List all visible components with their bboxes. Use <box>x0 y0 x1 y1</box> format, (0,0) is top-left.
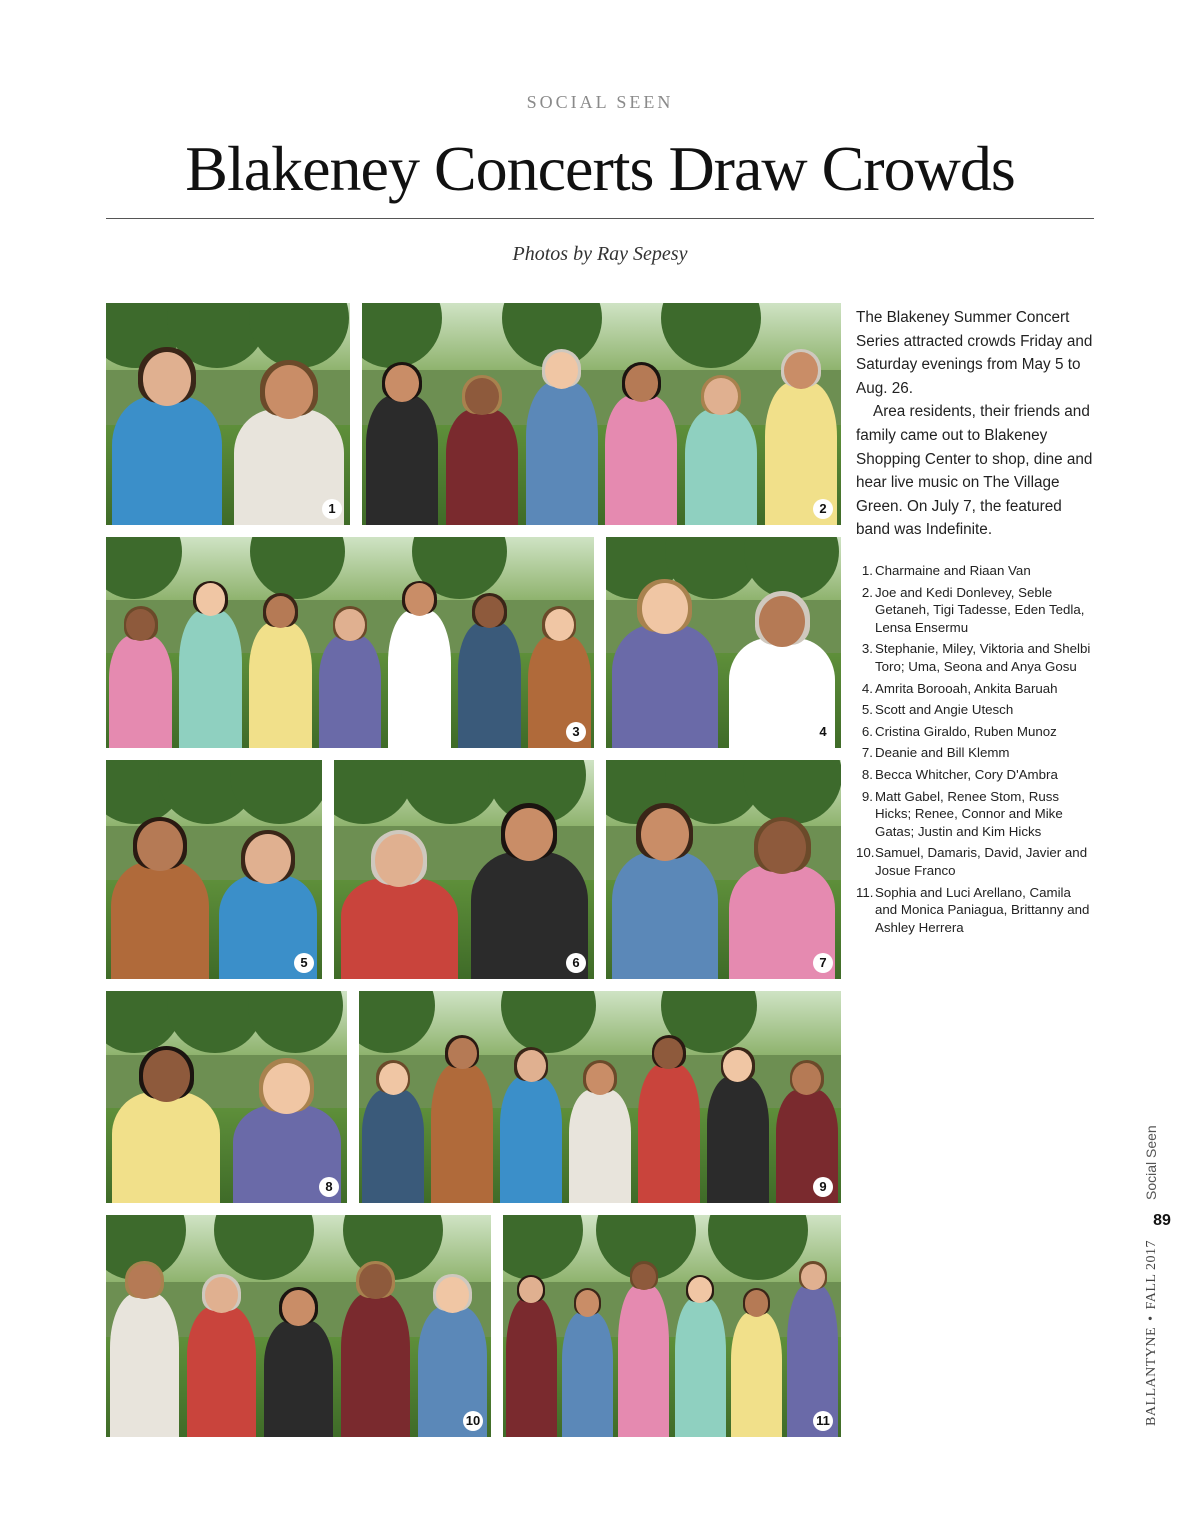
person-face <box>143 1050 190 1101</box>
photo-credit: Photos by Ray Sepesy <box>512 243 688 265</box>
person-face <box>196 583 225 615</box>
person-body <box>562 1312 613 1437</box>
photo-number-badge: 9 <box>813 1177 833 1197</box>
event-photo <box>106 760 322 979</box>
person-body <box>249 622 312 748</box>
caption-text: Matt Gabel, Renee Stom, Russ Hicks; Renee, Connor and Mike Gatas; Justin and Kim Hicks <box>875 788 1063 839</box>
article-body <box>856 306 1096 542</box>
article-paragraph: The Blakeney Summer Concert Series attracted crowds Friday and Saturday evenings from May 5 to Aug. 26. <box>856 309 1093 397</box>
person-body <box>612 852 718 979</box>
person-figure <box>458 596 521 748</box>
person-body <box>569 1089 631 1203</box>
person-figure <box>506 1277 557 1437</box>
person-figure <box>675 1277 726 1437</box>
person-body <box>111 862 208 979</box>
photo-number-badge: 2 <box>813 499 833 519</box>
caption-number: 4. <box>861 680 873 696</box>
person-body <box>506 1298 557 1437</box>
person-face <box>642 583 688 634</box>
person-body <box>112 1092 220 1203</box>
caption-text: Becca Whitcher, Cory D'Ambra <box>875 766 1058 782</box>
person-face <box>505 808 553 861</box>
person-face <box>545 609 574 641</box>
person-figure <box>431 1038 493 1203</box>
magazine-name: BALLANTYNE <box>1144 1326 1159 1426</box>
event-photo <box>606 760 841 979</box>
person-face <box>545 352 579 389</box>
person-face <box>632 1264 656 1290</box>
person-figure <box>569 1063 631 1203</box>
person-face <box>436 1277 468 1313</box>
caption-number: 10. <box>856 845 875 861</box>
person-body <box>109 635 172 748</box>
caption-number: 1. <box>861 563 873 578</box>
photo-number-badge: 4 <box>813 722 833 742</box>
caption-number: 7. <box>861 745 873 761</box>
caption-item <box>856 744 1096 762</box>
person-figure <box>179 583 242 748</box>
person-body <box>112 396 222 525</box>
person-body <box>319 635 382 748</box>
photo-number-badge: 8 <box>319 1177 339 1197</box>
person-face <box>688 1277 712 1303</box>
photo-number-badge: 7 <box>813 953 833 973</box>
person-body <box>446 409 518 525</box>
person-figure <box>111 821 208 979</box>
person-face <box>405 583 434 615</box>
photo-number-badge: 10 <box>463 1411 483 1431</box>
caption-item <box>856 680 1096 698</box>
person-body <box>179 610 242 748</box>
person-figure <box>618 1264 669 1437</box>
person-face <box>576 1290 600 1316</box>
person-face <box>282 1290 314 1326</box>
caption-item <box>856 788 1096 841</box>
person-face <box>245 834 290 884</box>
caption-number: 8. <box>861 766 873 782</box>
caption-item <box>856 701 1096 719</box>
caption-text: Stephanie, Miley, Viktoria and Shelbi Toro; Uma, Seona and Anya Gosu <box>875 641 1091 674</box>
person-face <box>641 808 689 861</box>
person-body <box>731 1312 782 1437</box>
caption-item <box>856 562 1096 580</box>
person-figure <box>388 583 451 748</box>
person-figure <box>341 834 458 979</box>
person-face <box>128 1264 160 1300</box>
person-face <box>517 1050 546 1082</box>
folio-separator: • <box>1144 1315 1159 1321</box>
person-figure <box>366 365 438 525</box>
person-figure <box>685 378 757 525</box>
person-body <box>388 610 451 748</box>
person-face <box>792 1063 821 1095</box>
caption-text: Sophia and Luci Arellano, Camila and Monica Paniagua, Brittanny and Ashley Herrera <box>875 884 1090 935</box>
person-figure <box>500 1050 562 1203</box>
person-figure <box>605 365 677 525</box>
person-figure <box>638 1038 700 1203</box>
caption-item <box>856 844 1096 879</box>
event-photo <box>606 537 841 748</box>
person-figure <box>471 808 588 979</box>
person-body <box>341 878 458 979</box>
event-photo <box>359 991 841 1203</box>
person-face <box>335 609 364 641</box>
caption-text: Cristina Giraldo, Ruben Munoz <box>875 723 1057 739</box>
person-figure <box>319 609 382 748</box>
person-body <box>264 1320 333 1437</box>
person-body <box>110 1293 179 1437</box>
photo-number-badge: 11 <box>813 1411 833 1431</box>
caption-item <box>856 723 1096 741</box>
person-face <box>359 1264 391 1300</box>
person-body <box>458 622 521 748</box>
caption-text: Amrita Borooah, Ankita Baruah <box>875 680 1058 696</box>
caption-number: 5. <box>861 702 873 718</box>
person-body <box>612 625 718 748</box>
person-figure <box>187 1277 256 1437</box>
person-body <box>638 1064 700 1203</box>
person-face <box>625 365 659 402</box>
page-number: 89 <box>1153 1212 1171 1229</box>
photo-number-badge: 5 <box>294 953 314 973</box>
person-face <box>266 596 295 628</box>
caption-number: 3. <box>861 641 873 657</box>
person-body <box>605 395 677 525</box>
person-face <box>143 352 192 406</box>
person-figure <box>787 1264 838 1437</box>
person-body <box>362 1089 424 1203</box>
person-body <box>675 1298 726 1437</box>
person-figure <box>612 808 718 979</box>
person-face <box>745 1290 769 1316</box>
issue-label: FALL 2017 <box>1144 1240 1159 1310</box>
person-face <box>784 352 818 389</box>
photo-captions <box>856 562 1096 940</box>
person-face <box>448 1038 477 1070</box>
photo-number-badge: 3 <box>566 722 586 742</box>
person-face <box>137 821 182 871</box>
caption-item <box>856 766 1096 784</box>
person-figure <box>112 1050 220 1203</box>
person-face <box>263 1063 310 1114</box>
event-photo <box>106 537 594 748</box>
person-face <box>379 1063 408 1095</box>
person-body <box>685 409 757 525</box>
person-figure <box>341 1264 410 1437</box>
folio-magazine <box>1144 1240 1160 1426</box>
caption-text: Scott and Angie Utesch <box>875 702 1014 718</box>
person-body <box>707 1076 769 1203</box>
person-face <box>801 1264 825 1290</box>
person-figure <box>707 1050 769 1203</box>
photo-number-badge: 1 <box>322 499 342 519</box>
person-figure <box>362 1063 424 1203</box>
person-face <box>385 365 419 402</box>
folio-section: Social Seen <box>1143 1125 1159 1200</box>
person-body <box>341 1293 410 1437</box>
person-body <box>618 1285 669 1437</box>
caption-item <box>856 884 1096 937</box>
caption-number: 9. <box>861 788 873 804</box>
person-figure <box>526 352 598 525</box>
person-figure <box>112 352 222 525</box>
caption-text: Charmaine and Riaan Van <box>875 563 1031 578</box>
caption-item <box>856 584 1096 637</box>
person-body <box>526 382 598 525</box>
person-figure <box>446 378 518 525</box>
caption-item <box>856 640 1096 675</box>
person-figure <box>249 596 312 748</box>
event-photo <box>362 303 841 525</box>
event-photo <box>106 1215 491 1437</box>
person-body <box>187 1306 256 1437</box>
event-photo <box>503 1215 841 1437</box>
person-face <box>205 1277 237 1313</box>
person-body <box>431 1064 493 1203</box>
person-figure <box>562 1290 613 1437</box>
person-face <box>265 365 314 419</box>
person-figure <box>264 1290 333 1437</box>
caption-text: Samuel, Damaris, David, Javier and Josue Franco <box>875 845 1088 878</box>
article-headline: Blakeney Concerts Draw Crowds <box>185 133 1015 204</box>
article-paragraph: Area residents, their friends and family came out to Blakeney Shopping Center to shop, dine and hear live music on The Village Green. On July 7, the featured band was Indefinite. <box>856 403 1093 539</box>
caption-text: Joe and Kedi Donlevey, Seble Getaneh, Tigi Tadesse, Eden Tedla, Lensa Ensermu <box>875 584 1085 635</box>
headline-rule <box>106 218 1094 219</box>
person-figure <box>731 1290 782 1437</box>
person-face <box>519 1277 543 1303</box>
event-photo <box>106 991 347 1203</box>
person-figure <box>109 609 172 748</box>
caption-number: 11. <box>856 884 874 900</box>
section-kicker: SOCIAL SEEN <box>526 92 674 112</box>
caption-number: 2. <box>861 584 873 600</box>
person-body <box>366 395 438 525</box>
event-photo <box>106 303 350 525</box>
person-figure <box>110 1264 179 1437</box>
person-face <box>586 1063 615 1095</box>
photo-number-badge: 6 <box>566 953 586 973</box>
caption-number: 6. <box>861 723 873 739</box>
person-body <box>500 1076 562 1203</box>
caption-text: Deanie and Bill Klemm <box>875 745 1010 761</box>
person-figure <box>612 583 718 748</box>
person-face <box>465 378 499 415</box>
event-photo <box>334 760 594 979</box>
